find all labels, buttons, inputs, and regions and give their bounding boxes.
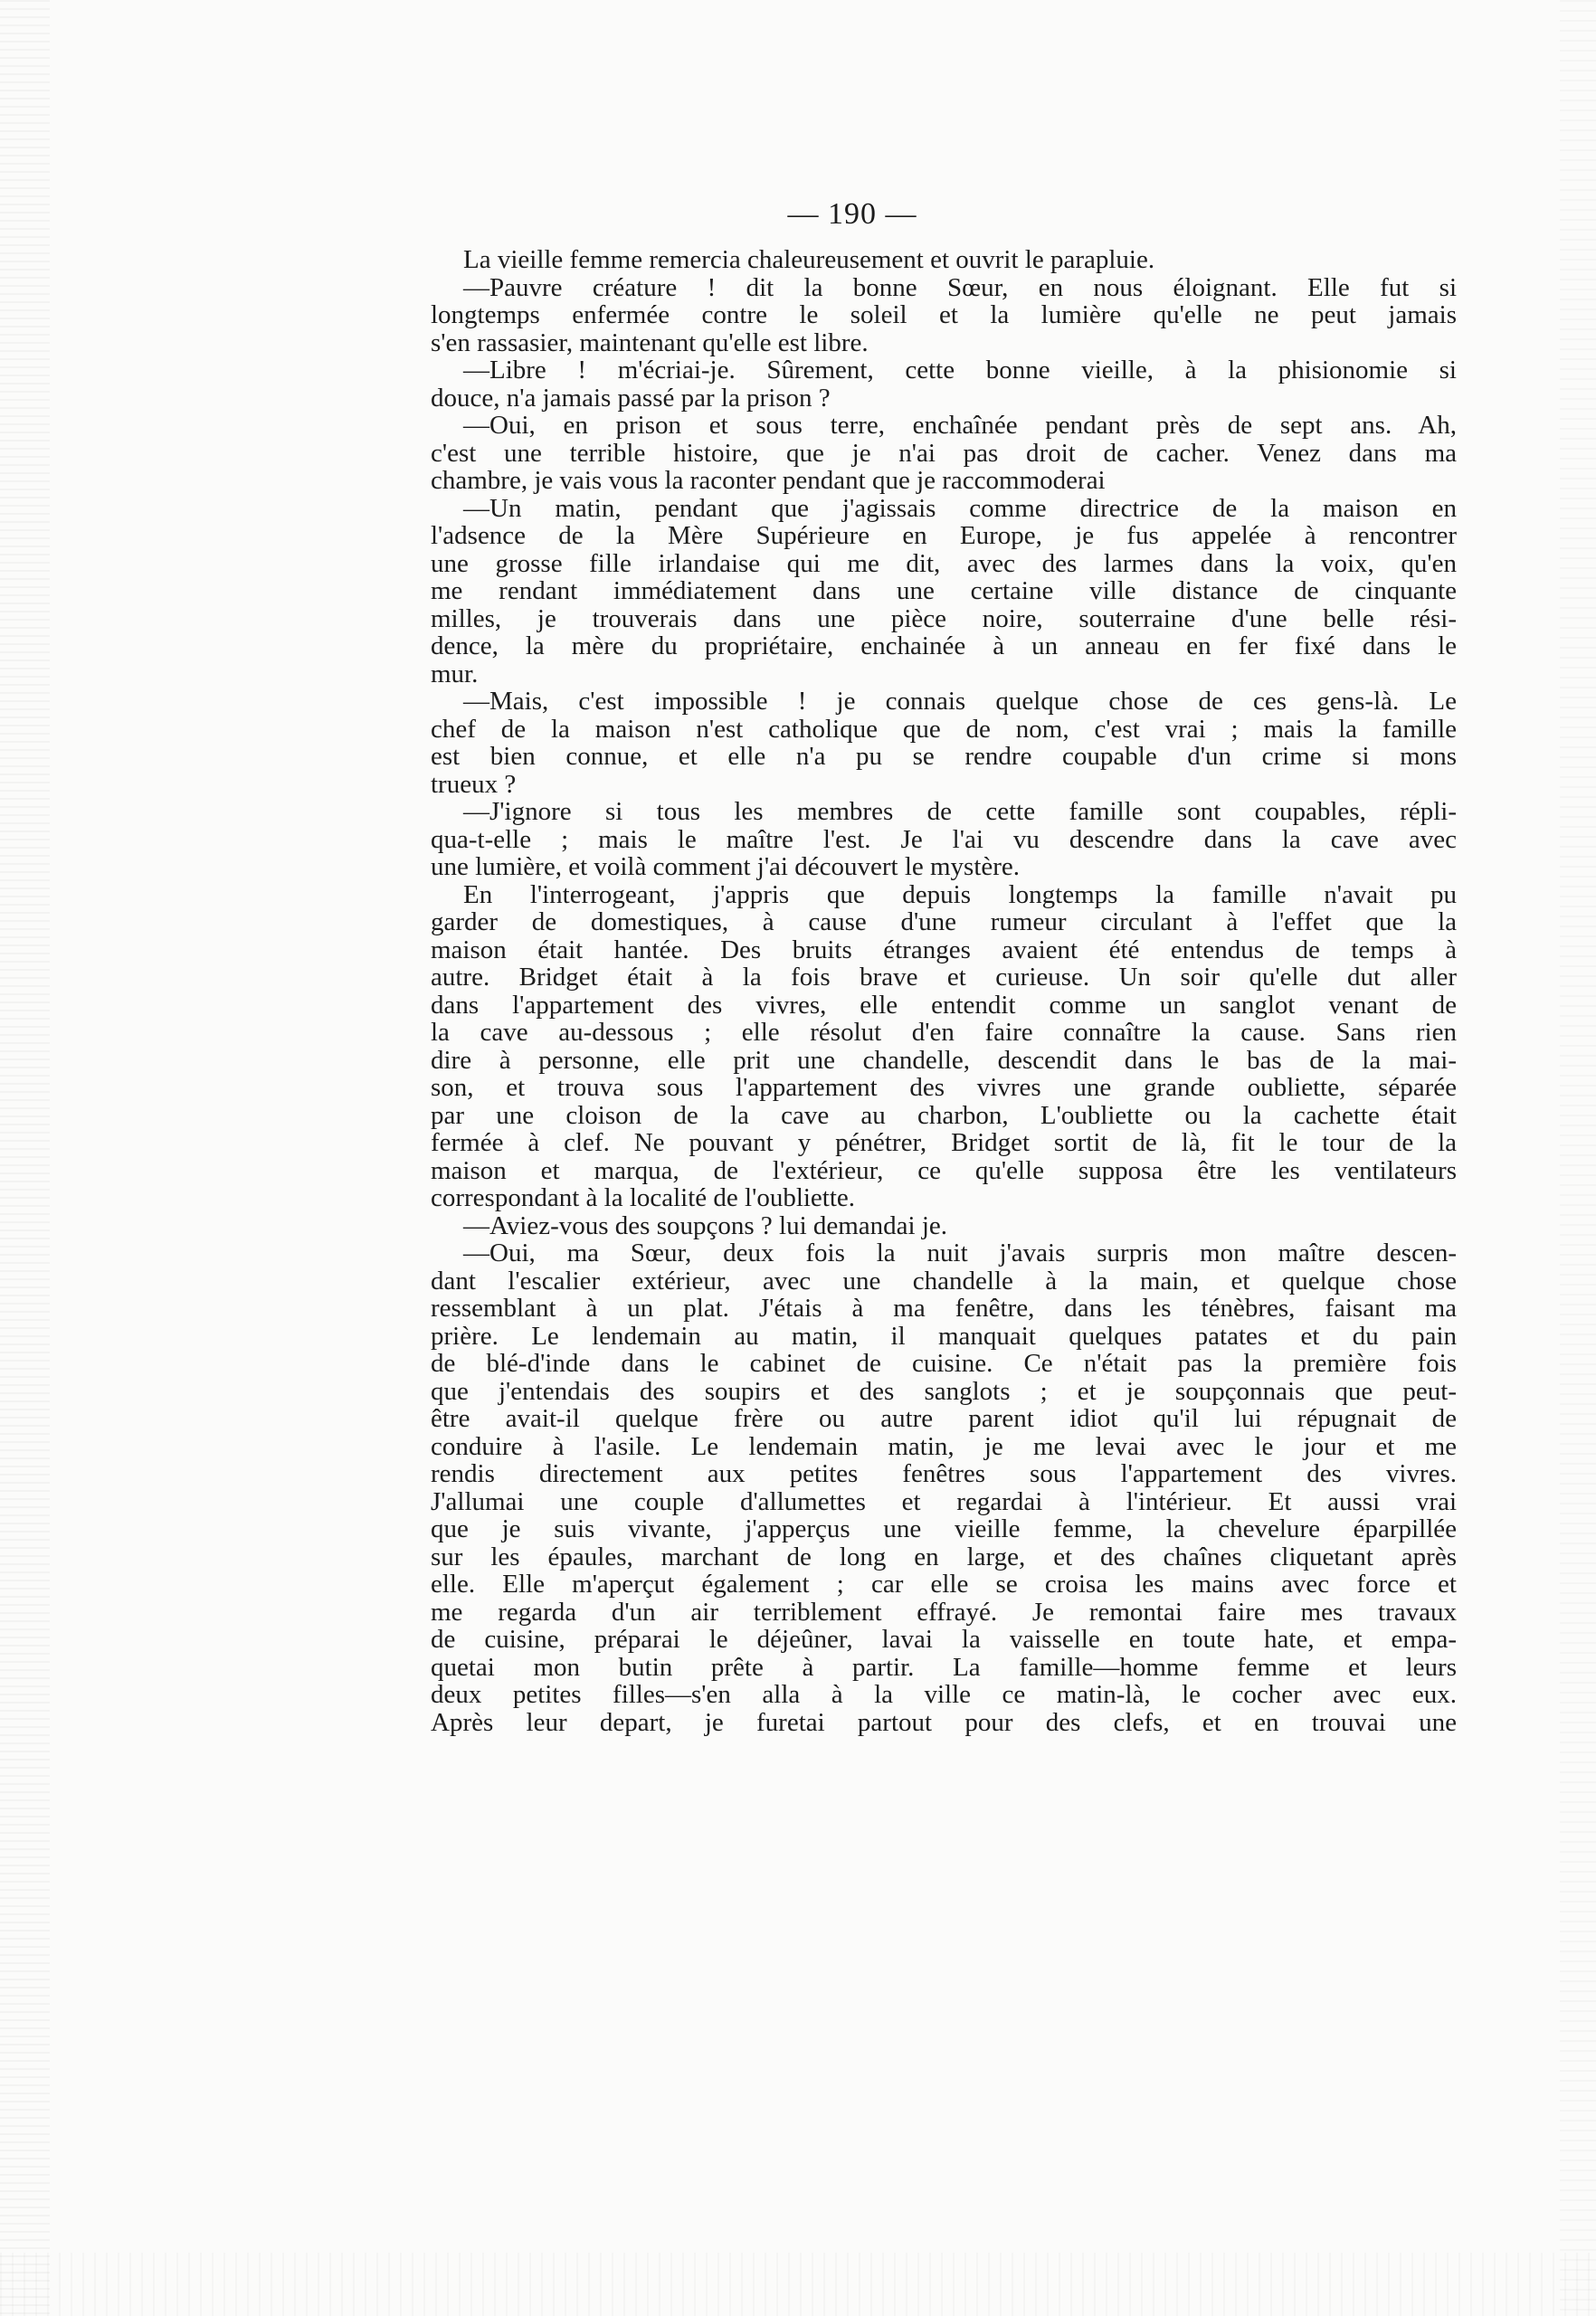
text-line: me regarda d'un air terriblement effrayé. Je remontai faire mes travaux [431,1598,1457,1626]
text-line: —Aviez-vous des soupçons ? lui demandai je. [463,1211,948,1239]
text-line: —Libre ! m'écriai-je. Sûrement, cette bonne vieille, à la phisionomie si [463,356,1457,384]
text-line: trueux ? [431,770,517,798]
scan-edge-left [0,0,50,2316]
text-line: maison était hantée. Des bruits étranges avaient été entendus de temps à [431,935,1457,963]
text-line: La vieille femme remercia chaleureusement et ouvrit le parapluie. [463,246,1155,274]
text-line: dence, la mère du propriétaire, enchainée à un anneau en fer fixé dans le [431,632,1457,660]
text-line: —Oui, en prison et sous terre, enchaînée pendant près de sept ans. Ah, [463,412,1457,440]
text-line: de cuisine, préparai le déjeûner, lavai la vaisselle en toute hate, et empa- [431,1626,1457,1654]
body-text [431,246,1457,1736]
text-line: une lumière, et voilà comment j'ai découvert le mystère. [431,853,1021,881]
text-line: chambre, je vais vous la raconter pendant que je raccommoderai [431,467,1106,495]
text-line: par une cloison de la cave au charbon, L'oubliette ou la cachette était [431,1101,1457,1129]
text-line: maison et marqua, de l'extérieur, ce qu'elle supposa être les ventilateurs [431,1156,1457,1184]
scan-edge-right [1560,0,1596,2316]
text-line: qua-t-elle ; mais le maître l'est. Je l'ai vu descendre dans la cave avec [431,825,1457,853]
text-line: —Mais, c'est impossible ! je connais quelque chose de ces gens-là. Le [463,688,1457,716]
text-line: En l'interrogeant, j'appris que depuis longtemps la famille n'avait pu [463,880,1457,908]
text-line: ressemblant à un plat. J'étais à ma fenêtre, dans les ténèbres, faisant ma [431,1295,1457,1323]
text-line: J'allumai une couple d'allumettes et regardai à l'intérieur. Et aussi vrai [431,1487,1457,1515]
text-line: son, et trouva sous l'appartement des vivres une grande oubliette, séparée [431,1074,1457,1102]
text-line: l'adsence de la Mère Supérieure en Europe, je fus appelée à rencontrer [431,522,1457,550]
scan-edge-bottom [0,2253,1596,2316]
text-line: correspondant à la localité de l'oubliette. [431,1184,856,1212]
text-line: une grosse fille irlandaise qui me dit, avec des larmes dans la voix, qu'en [431,549,1457,577]
text-line: prière. Le lendemain au matin, il manquait quelques patates et du pain [431,1322,1457,1350]
text-line: me rendant immédiatement dans une certaine ville distance de cinquante [431,577,1457,605]
text-line: milles, je trouverais dans une pièce noire, souterraine d'une belle rési- [431,604,1457,632]
text-line: deux petites filles—s'en alla à la ville ce matin-là, le cocher avec eux. [431,1681,1457,1709]
text-line: que j'entendais des soupirs et des sanglots ; et je soupçonnais que peut- [431,1377,1457,1405]
text-line: s'en rassasier, maintenant qu'elle est libre. [431,328,869,356]
text-line: de blé-d'inde dans le cabinet de cuisine. Ce n'était pas la première fois [431,1350,1457,1378]
text-line: fermée à clef. Ne pouvant y pénétrer, Bridget sortit de là, fit le tour de la [431,1129,1457,1157]
text-line: —Un matin, pendant que j'agissais comme directrice de la maison en [463,494,1457,522]
text-line: la cave au-dessous ; elle résolut d'en faire connaître la cause. Sans rien [431,1019,1457,1047]
page-number: — 190 — [787,197,917,231]
text-line: garder de domestiques, à cause d'une rumeur circulant à l'effet que la [431,908,1457,936]
text-line: conduire à l'asile. Le lendemain matin, je me levai avec le jour et me [431,1432,1457,1460]
text-line: autre. Bridget était à la fois brave et curieuse. Un soir qu'elle dut aller [431,963,1457,992]
text-line: dant l'escalier extérieur, avec une chandelle à la main, et quelque chose [431,1267,1457,1295]
text-line: longtemps enfermée contre le soleil et la lumière qu'elle ne peut jamais [431,301,1457,329]
text-line: sur les épaules, marchant de long en large, et des chaînes cliquetant après [431,1542,1457,1571]
text-line: être avait-il quelque frère ou autre parent idiot qu'il lui répugnait de [431,1405,1457,1433]
text-line: mur. [431,660,479,688]
text-line: est bien connue, et elle n'a pu se rendre coupable d'un crime si mons [431,743,1457,771]
text-line: dire à personne, elle prit une chandelle, descendit dans le bas de la mai- [431,1046,1457,1074]
text-line: que je suis vivante, j'apperçus une vieille femme, la chevelure éparpillée [431,1515,1457,1543]
text-line: quetai mon butin prête à partir. La famille—homme femme et leurs [431,1653,1457,1681]
text-line: c'est une terrible histoire, que je n'ai pas droit de cacher. Venez dans ma [431,439,1457,467]
text-line: dans l'appartement des vivres, elle entendit comme un sanglot venant de [431,991,1457,1019]
text-line: elle. Elle m'aperçut également ; car elle se croisa les mains avec force et [431,1571,1457,1599]
text-line: Après leur depart, je furetai partout pour des clefs, et en trouvai une [431,1708,1457,1736]
text-line: rendis directement aux petites fenêtres sous l'appartement des vivres. [431,1460,1457,1488]
text-line: —Pauvre créature ! dit la bonne Sœur, en nous éloignant. Elle fut si [463,273,1457,301]
text-line: douce, n'a jamais passé par la prison ? [431,384,831,412]
text-line: —Oui, ma Sœur, deux fois la nuit j'avais surpris mon maître descen- [463,1239,1457,1267]
text-line: chef de la maison n'est catholique que de nom, c'est vrai ; mais la famille [431,715,1457,743]
text-line: —J'ignore si tous les membres de cette famille sont coupables, répli- [463,798,1457,826]
